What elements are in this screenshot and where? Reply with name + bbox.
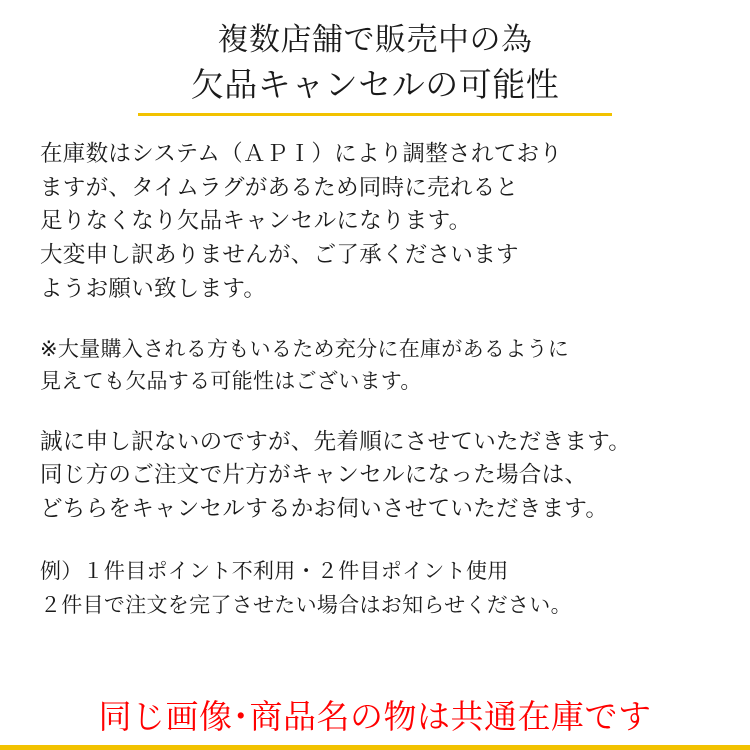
- heading-line-2: 欠品キャンセルの可能性: [190, 65, 560, 105]
- footer-rule: [0, 745, 750, 750]
- paragraph-line: ２件目で注文を完了させたい場合はお知らせください。: [40, 592, 572, 617]
- paragraph-line: 足りなくなり欠品キャンセルになります。: [40, 208, 472, 235]
- paragraph-line: 在庫数はシステム（ＡＰＩ）により調整されており: [40, 140, 563, 167]
- paragraph-example: [40, 555, 710, 622]
- heading-underline-wrap: [0, 113, 750, 116]
- heading-underline: [138, 113, 612, 116]
- paragraph-bulk-purchase-note: [40, 333, 710, 398]
- heading-line-1: 複数店舗で販売中の為: [217, 22, 533, 58]
- paragraph-line: ようお願い致します。: [40, 275, 267, 302]
- footer-banner: [0, 697, 750, 750]
- paragraph-line: 見えても欠品する可能性はございます。: [40, 369, 422, 394]
- paragraph-line: どちらをキャンセルするかお伺いさせていただきます。: [40, 496, 609, 523]
- paragraph-line: 例）１件目ポイント不利用・２件目ポイント使用: [40, 558, 509, 583]
- paragraph-line: ますが、タイムラグがあるため同時に売れると: [40, 174, 519, 201]
- paragraph-line: 同じ方のご注文で片方がキャンセルになった場合は、: [40, 462, 588, 489]
- paragraph-line: ※大量購入される方もいるため充分に在庫があるように: [40, 336, 570, 361]
- paragraph-stock-api: [40, 138, 710, 307]
- footer-text: 同じ画像･商品名の物は共通在庫です: [98, 697, 652, 737]
- paragraph-line: 誠に申し訳ないのですが、先着順にさせていただきます。: [40, 428, 632, 455]
- paragraph-line: 大変申し訳ありませんが、ご了承くださいます: [40, 242, 519, 269]
- notice-body: [0, 138, 750, 622]
- paragraph-first-come-first-served: [40, 426, 710, 527]
- notice-heading: [0, 0, 750, 116]
